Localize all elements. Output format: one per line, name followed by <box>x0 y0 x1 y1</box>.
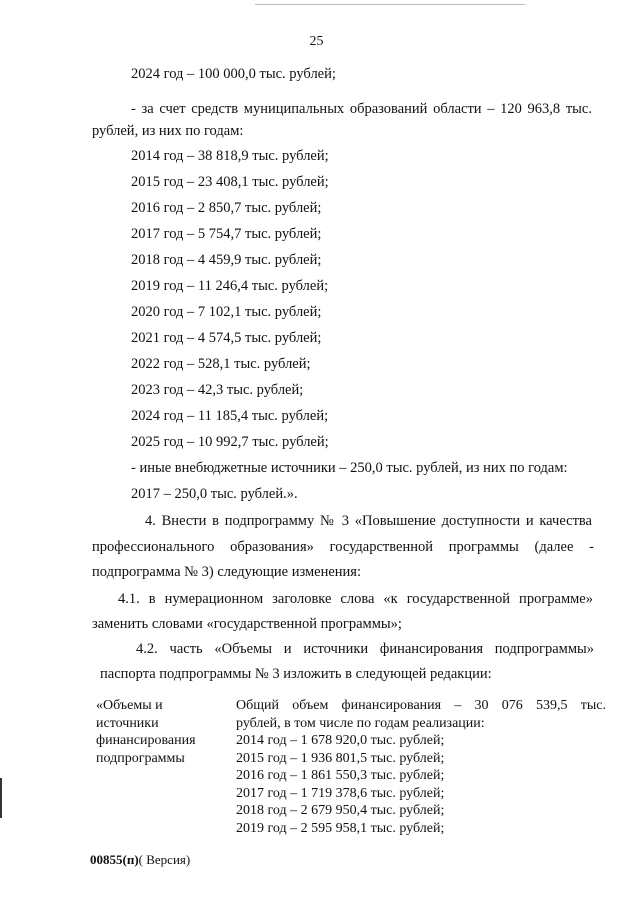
text-line: 2018 год – 4 459,9 тыс. рублей; <box>131 252 322 268</box>
paragraph-line: 4. Внести в подпрограмму № 3 «Повышение доступности и качества <box>145 513 592 529</box>
document-code: 00855(п) <box>90 852 139 867</box>
table-year-line: 2017 год – 1 719 378,6 тыс. рублей; <box>236 785 445 801</box>
text-line: 2017 год – 5 754,7 тыс. рублей; <box>131 226 322 242</box>
text-line: - иные внебюджетные источники – 250,0 тыс. рублей, из них по годам: <box>131 460 568 476</box>
document-footer <box>90 852 190 868</box>
text-line: 2017 – 250,0 тыс. рублей.». <box>131 486 298 502</box>
table-total-line: Общий объем финансирования – 30 076 539,5 тыс. <box>236 698 606 713</box>
table-left-label: подпрограммы <box>96 750 185 766</box>
text-line: 2023 год – 42,3 тыс. рублей; <box>131 382 304 398</box>
table-left-label: источники <box>96 715 159 731</box>
paragraph-line: профессионального образования» государственной программы (далее - <box>92 539 594 555</box>
table-year-line: 2018 год – 2 679 950,4 тыс. рублей; <box>236 803 445 818</box>
paragraph-line: заменить словами «государственной программы»; <box>92 616 402 632</box>
table-year-line: 2016 год – 1 861 550,3 тыс. рублей; <box>236 768 445 783</box>
text-line: рублей, из них по годам: <box>92 123 244 139</box>
text-line: 2024 год – 11 185,4 тыс. рублей; <box>131 408 329 424</box>
text-line: 2016 год – 2 850,7 тыс. рублей; <box>131 200 322 216</box>
document-version: ( Версия) <box>138 852 191 867</box>
paragraph-line: паспорта подпрограммы № 3 изложить в следующей редакции: <box>100 666 492 682</box>
text-line: 2025 год – 10 992,7 тыс. рублей; <box>131 434 329 450</box>
paragraph-line: 4.1. в нумерационном заголовке слова «к государственной программе» <box>118 591 593 607</box>
scan-top-line <box>255 4 525 5</box>
table-right-cell <box>236 697 606 837</box>
table-total-line: рублей, в том числе по годам реализации: <box>236 715 485 731</box>
paragraph-line: подпрограмма № 3) следующие изменения: <box>92 564 362 580</box>
scan-edge-mark <box>0 778 2 818</box>
table-year-line: 2014 год – 1 678 920,0 тыс. рублей; <box>236 733 445 748</box>
table-left-label: «Объемы и <box>96 698 163 713</box>
text-line: 2021 год – 4 574,5 тыс. рублей; <box>131 330 322 346</box>
text-line: 2014 год – 38 818,9 тыс. рублей; <box>131 148 329 164</box>
table-left-label: финансирования <box>96 733 196 748</box>
paragraph-line: 4.2. часть «Объемы и источники финансирования подпрограммы» <box>136 641 594 657</box>
table-year-line: 2019 год – 2 595 958,1 тыс. рублей; <box>236 820 445 836</box>
text-line: - за счет средств муниципальных образований области – 120 963,8 тыс. <box>131 101 592 117</box>
text-line: 2024 год – 100 000,0 тыс. рублей; <box>131 66 336 82</box>
text-line: 2019 год – 11 246,4 тыс. рублей; <box>131 278 329 294</box>
page-number: 25 <box>309 34 324 49</box>
text-line: 2020 год – 7 102,1 тыс. рублей; <box>131 304 322 320</box>
text-line: 2022 год – 528,1 тыс. рублей; <box>131 356 311 372</box>
table-left-cell <box>96 697 226 767</box>
table-year-line: 2015 год – 1 936 801,5 тыс. рублей; <box>236 750 445 766</box>
text-line: 2015 год – 23 408,1 тыс. рублей; <box>131 174 329 190</box>
